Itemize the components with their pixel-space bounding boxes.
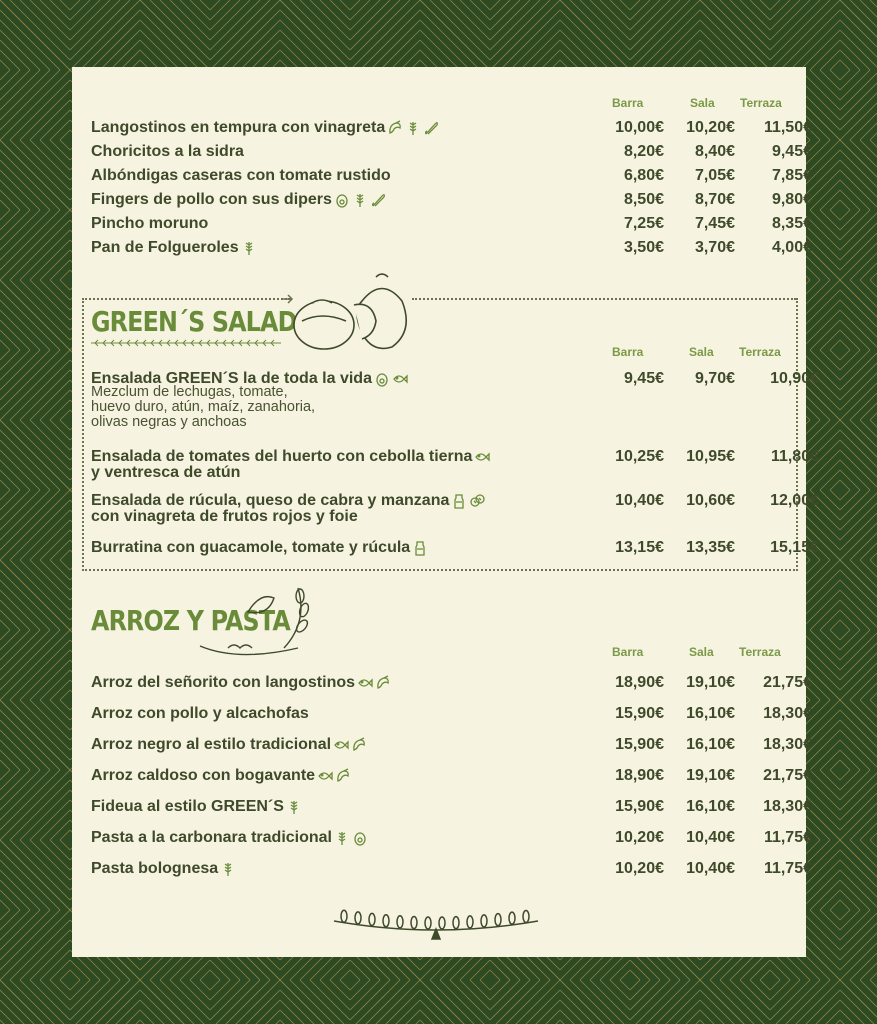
menu-item <box>91 119 812 141</box>
item-name-text: Ensalada de tomates del huerto con cebolla tierna <box>91 448 473 465</box>
salads-col-barra: Barra <box>612 345 644 359</box>
item-name-text: Albóndigas caseras con tomate rustido <box>91 167 391 184</box>
price-sala: 8,70€ <box>694 191 735 208</box>
price-sala: 8,40€ <box>694 143 735 160</box>
item-name-text: Fideua al estilo GREEN´S <box>91 798 284 815</box>
menu-item <box>91 539 819 561</box>
fish-icon <box>357 675 373 691</box>
item-name <box>91 705 309 723</box>
price-barra: 18,90€ <box>615 674 664 691</box>
item-name-text: Choricitos a la sidra <box>91 143 244 160</box>
menu-item <box>91 239 812 261</box>
item-name-text: Pincho moruno <box>91 215 209 232</box>
price-sala: 16,10€ <box>686 705 735 722</box>
wheat-icon <box>352 192 368 208</box>
nuts-icon <box>469 493 485 509</box>
price-sala: 19,10€ <box>686 767 735 784</box>
price-sala: 7,05€ <box>694 167 735 184</box>
item-name-line2: con vinagreta de frutos rojos y foie <box>91 508 358 525</box>
price-sala: 9,70€ <box>694 370 735 387</box>
egg-icon <box>334 192 350 208</box>
item-name <box>91 239 257 257</box>
item-name <box>91 674 391 692</box>
item-name <box>91 215 208 233</box>
wheat-wreath-icon <box>198 582 314 656</box>
price-terraza: 9,80€ <box>771 191 812 208</box>
menu-item <box>91 860 812 882</box>
price-terraza: 11,75€ <box>763 829 812 846</box>
item-name <box>91 798 302 816</box>
shrimp-icon <box>387 120 403 136</box>
item-name-text: Ensalada GREEN´S la de toda la vida <box>91 370 372 387</box>
menu-item <box>91 448 819 481</box>
menu-item <box>91 798 812 820</box>
fish-icon <box>392 371 408 387</box>
price-terraza: 9,45€ <box>771 143 812 160</box>
item-name <box>91 167 391 185</box>
price-terraza: 15,15€ <box>770 539 819 556</box>
item-name-text: Ensalada de rúcula, queso de cabra y manzana <box>91 492 450 509</box>
price-terraza: 11,75€ <box>763 860 812 877</box>
price-sala: 10,95€ <box>686 448 735 465</box>
price-terraza: 21,75€ <box>763 767 812 784</box>
price-terraza: 7,85€ <box>771 167 812 184</box>
shrimp-icon <box>351 737 367 753</box>
price-barra: 3,50€ <box>623 239 664 256</box>
price-sala: 19,10€ <box>686 674 735 691</box>
item-description: olivas negras y anchoas <box>91 414 247 430</box>
menu-item <box>91 492 819 525</box>
salads-title: GREEN´S SALADS <box>91 305 313 338</box>
price-terraza: 4,00€ <box>771 239 812 256</box>
price-sala: 16,10€ <box>686 798 735 815</box>
leaf-border-icon <box>91 338 281 348</box>
price-terraza: 8,35€ <box>771 215 812 232</box>
menu-item <box>91 767 812 789</box>
price-barra: 10,40€ <box>615 492 664 509</box>
fish-icon <box>474 449 490 465</box>
item-name <box>91 539 428 557</box>
item-name-text: Langostinos en tempura con vinagreta <box>91 119 386 136</box>
item-name <box>91 143 244 161</box>
price-barra: 7,25€ <box>623 215 664 232</box>
price-barra: 8,20€ <box>623 143 664 160</box>
menu-item <box>91 191 812 213</box>
col-header-sala: Sala <box>690 96 715 110</box>
leaf-garland-icon <box>328 903 544 943</box>
price-sala: 10,60€ <box>686 492 735 509</box>
fish-icon <box>333 737 349 753</box>
wheat-icon <box>405 120 421 136</box>
menu-item <box>91 705 812 727</box>
milk-icon <box>412 540 428 556</box>
price-barra: 10,00€ <box>615 119 664 136</box>
col-header-barra: Barra <box>612 96 644 110</box>
item-name-line2: y ventresca de atún <box>91 464 241 481</box>
egg-icon <box>374 371 390 387</box>
price-terraza: 18,30€ <box>763 736 812 753</box>
price-sala: 7,45€ <box>694 215 735 232</box>
price-barra: 10,20€ <box>615 860 664 877</box>
price-terraza: 11,50€ <box>763 119 812 136</box>
price-terraza: 21,75€ <box>763 674 812 691</box>
price-barra: 10,20€ <box>615 829 664 846</box>
price-sala: 13,35€ <box>686 539 735 556</box>
item-name <box>91 736 367 754</box>
price-barra: 18,90€ <box>615 767 664 784</box>
price-terraza: 18,30€ <box>763 705 812 722</box>
item-name-text: Arroz con pollo y alcachofas <box>91 705 309 722</box>
price-terraza: 18,30€ <box>763 798 812 815</box>
shrimp-icon <box>335 768 351 784</box>
celery-icon <box>370 192 386 208</box>
tomato-illustration-icon <box>292 271 412 353</box>
item-name-text: Fingers de pollo con sus dipers <box>91 191 332 208</box>
item-name-text: Arroz del señorito con langostinos <box>91 674 356 691</box>
price-terraza: 11,80€ <box>770 448 819 465</box>
item-name <box>91 119 439 137</box>
price-barra: 13,15€ <box>615 539 664 556</box>
price-barra: 9,45€ <box>623 370 664 387</box>
wheat-icon <box>241 240 257 256</box>
col-header-terraza: Terraza <box>740 96 782 110</box>
rice-col-barra: Barra <box>612 645 644 659</box>
rice-col-sala: Sala <box>689 645 714 659</box>
menu-item <box>91 167 812 189</box>
price-barra: 6,80€ <box>623 167 664 184</box>
celery-icon <box>423 120 439 136</box>
price-sala: 3,70€ <box>694 239 735 256</box>
price-barra: 15,90€ <box>615 736 664 753</box>
item-name-text: Pasta bolognesa <box>91 860 219 877</box>
item-name <box>91 191 386 209</box>
wheat-icon <box>334 830 350 846</box>
item-name-text: Arroz caldoso con bogavante <box>91 767 316 784</box>
item-description: Mezclum de lechugas, tomate, <box>91 384 288 400</box>
milk-icon <box>451 493 467 509</box>
item-description: huevo duro, atún, maíz, zanahoria, <box>91 399 316 415</box>
price-barra: 10,25€ <box>615 448 664 465</box>
salads-col-sala: Sala <box>689 345 714 359</box>
item-name-text: Burratina con guacamole, tomate y rúcula <box>91 539 411 556</box>
item-name-text: Pan de Folgueroles <box>91 239 239 256</box>
price-sala: 10,40€ <box>686 829 735 846</box>
menu-item <box>91 215 812 237</box>
fish-icon <box>317 768 333 784</box>
price-barra: 15,90€ <box>615 705 664 722</box>
menu-card <box>72 67 819 957</box>
price-barra: 15,90€ <box>615 798 664 815</box>
menu-item <box>91 736 812 758</box>
price-sala: 10,20€ <box>686 119 735 136</box>
price-terraza: 10,90€ <box>770 370 819 387</box>
menu-item <box>91 829 812 851</box>
item-name-text: Pasta a la carbonara tradicional <box>91 829 332 846</box>
item-name <box>91 829 368 847</box>
menu-item <box>91 143 812 165</box>
item-name <box>91 860 236 878</box>
salads-col-terraza: Terraza <box>739 345 781 359</box>
price-terraza: 12,00€ <box>770 492 819 509</box>
wheat-icon <box>286 799 302 815</box>
item-name <box>91 767 351 785</box>
rice-title: ARROZ Y PASTA <box>91 604 290 637</box>
price-sala: 16,10€ <box>686 736 735 753</box>
menu-item <box>91 370 819 430</box>
rice-col-terraza: Terraza <box>739 645 781 659</box>
item-name-text: Arroz negro al estilo tradicional <box>91 736 332 753</box>
menu-item <box>91 674 812 696</box>
shrimp-icon <box>375 675 391 691</box>
price-barra: 8,50€ <box>623 191 664 208</box>
price-sala: 10,40€ <box>686 860 735 877</box>
wheat-icon <box>220 861 236 877</box>
egg-icon <box>352 830 368 846</box>
